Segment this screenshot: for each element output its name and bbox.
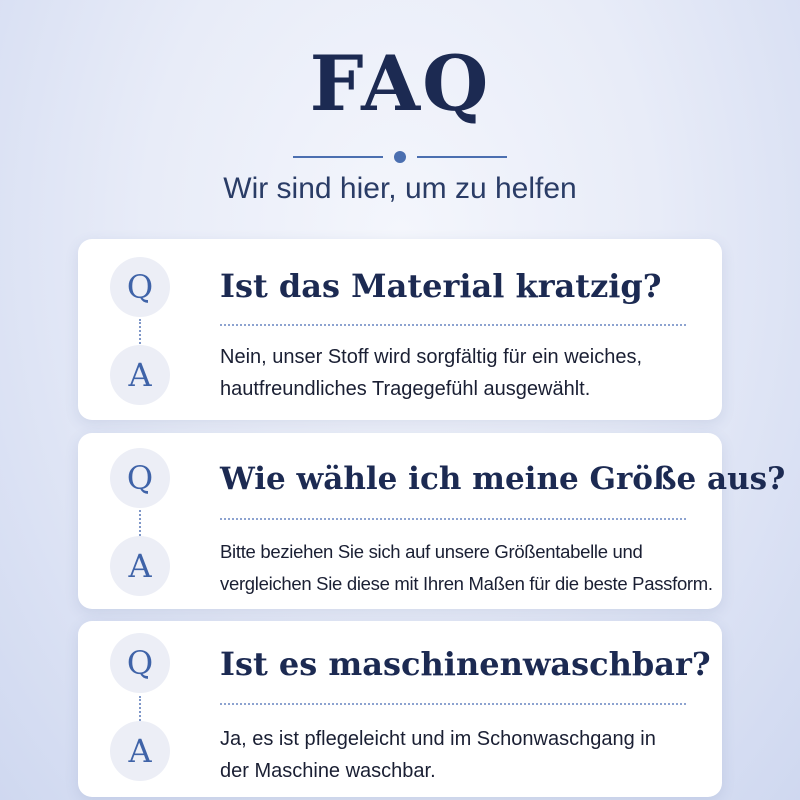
answer-badge: A xyxy=(110,721,170,781)
answer-line: vergleichen Sie diese mit Ihren Maßen für die beste Passform. xyxy=(220,573,713,594)
title-divider xyxy=(0,150,800,164)
answer-badge: A xyxy=(110,345,170,405)
faq-question: Ist das Material kratzig? xyxy=(220,267,662,305)
question-badge: Q xyxy=(110,257,170,317)
faq-card xyxy=(78,433,786,609)
answer-line: Nein, unser Stoff wird sorgfältig für ein weiches, xyxy=(220,346,643,368)
divider-line-left xyxy=(293,156,383,158)
divider-dot xyxy=(394,151,406,163)
faq-question: Ist es maschinenwaschbar? xyxy=(220,645,711,683)
answer-line: Ja, es ist pflegeleicht und im Schonwaschgang in xyxy=(220,728,656,750)
page-title: FAQ xyxy=(309,39,491,128)
answer-line: Bitte beziehen Sie sich auf unsere Größentabelle und xyxy=(220,541,643,562)
faq-answer xyxy=(220,536,714,600)
faq-card xyxy=(78,621,722,797)
question-divider xyxy=(220,703,686,705)
page-subtitle: Wir sind hier, um zu helfen xyxy=(223,172,577,205)
divider-line-right xyxy=(417,156,507,158)
answer-badge: A xyxy=(110,536,170,596)
answer-line: der Maschine waschbar. xyxy=(220,760,436,782)
faq-question: Wie wähle ich meine Größe aus? xyxy=(220,461,786,497)
question-divider xyxy=(220,518,686,520)
faq-answer xyxy=(220,341,714,405)
faq-card xyxy=(78,239,722,420)
faq-answer xyxy=(220,723,714,787)
answer-line: hautfreundliches Tragegefühl ausgewählt. xyxy=(220,378,591,400)
question-badge: Q xyxy=(110,448,170,508)
question-divider xyxy=(220,324,686,326)
question-badge: Q xyxy=(110,633,170,693)
